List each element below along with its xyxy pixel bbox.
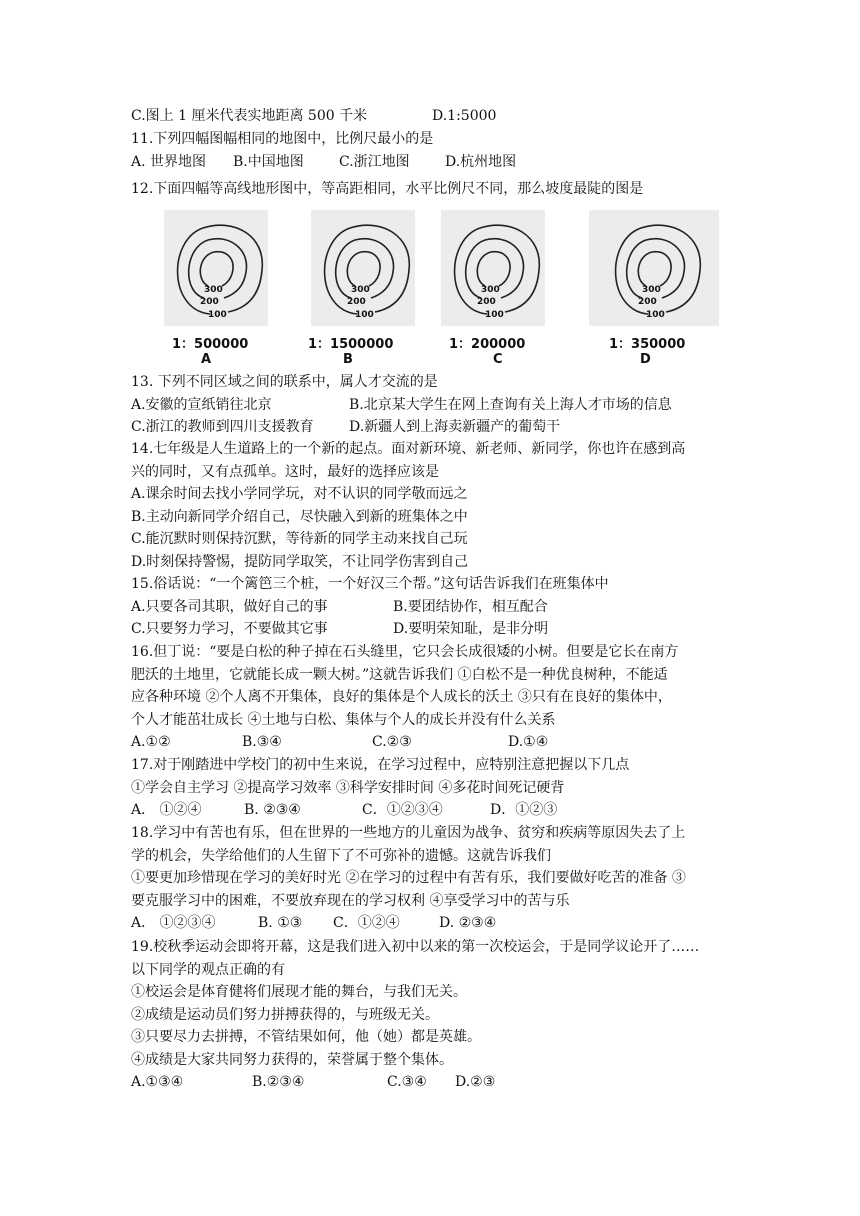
q17-option-d: D．①②③ bbox=[490, 802, 558, 818]
q13-option-a: A.安徽的宣纸销往北京 bbox=[131, 396, 272, 413]
q14-stem-line-1: 14.七年级是人生道路上的一个新的起点。面对新环境、新老师、新同学，你也许在感到高 bbox=[131, 441, 686, 457]
q18-line-3: ①要更加珍惜现在学习的美好时光 ②在学习的过程中有苦有乐，我们要做好吃苦的准备 ③ bbox=[131, 870, 686, 886]
contour-label: 100 bbox=[208, 310, 227, 320]
map-letter-label: A bbox=[201, 352, 212, 367]
q14-stem-line-2: 兴的同时，又有点孤单。这时，最好的选择应该是 bbox=[131, 463, 439, 480]
q16-line-3: 应各种环境 ②个人离不开集体，良好的集体是个人成长的沃土 ③只有在良好的集体中， bbox=[131, 689, 672, 705]
q15-option-b: B.要团结协作，相互配合 bbox=[393, 598, 548, 615]
q17-option-b: B. ②③④ bbox=[244, 802, 301, 818]
map-scale-label: 1：500000 bbox=[172, 337, 249, 352]
q11-option-c: C.浙江地图 bbox=[339, 153, 410, 170]
q15-option-d: D.要明荣知耻，是非分明 bbox=[393, 621, 549, 637]
q14-option-b: B.主动向新同学介绍自己，尽快融入到新的班集体之中 bbox=[131, 508, 468, 525]
q18-option-c: C．①②④ bbox=[333, 915, 400, 931]
contour-line-3 bbox=[477, 252, 510, 286]
q15-option-a: A.只要各司其职，做好自己的事 bbox=[131, 598, 328, 615]
q11-option-d: D.杭州地图 bbox=[445, 153, 517, 170]
contour-label: 200 bbox=[200, 297, 219, 307]
map-scale-label: 1：350000 bbox=[609, 337, 686, 352]
q19-line-1: 19.校秋季运动会即将开幕，这是我们进入初中以来的第一次校运会，于是同学议论开了…… bbox=[131, 939, 700, 955]
q16-option-d: D.①④ bbox=[508, 734, 549, 750]
contour-lines-svg bbox=[164, 210, 268, 326]
q11-option-a: A. 世界地图 bbox=[131, 153, 207, 170]
q19-item-3: ③只要尽力去拼搏，不管结果如何，他（她）都是英雄。 bbox=[131, 1029, 481, 1045]
q10-option-d: D.1:5000 bbox=[432, 108, 497, 124]
contour-maps-figure bbox=[131, 210, 751, 370]
q14-option-c: C.能沉默时则保持沉默，等待新的同学主动来找自己玩 bbox=[131, 531, 468, 547]
q16-option-c: C.②③ bbox=[372, 734, 412, 750]
contour-label: 100 bbox=[355, 310, 374, 320]
q14-option-d: D.时刻保持警惕，提防同学取笑，不让同学伤害到自己 bbox=[131, 553, 469, 570]
contour-label: 300 bbox=[351, 285, 370, 295]
q19-option-a: A.①③④ bbox=[131, 1074, 184, 1090]
q12-stem: 12.下面四幅等高线地形图中，等高距相同，水平比例尺不同，那么坡度最陡的图是 bbox=[131, 181, 644, 197]
contour-lines-svg bbox=[589, 210, 719, 326]
contour-label: 300 bbox=[481, 285, 500, 295]
question-12 bbox=[131, 178, 731, 201]
q18-line-1: 18.学习中有苦也有乐，但在世界的一些地方的儿童因为战争、贫穷和疾病等原因失去了上 bbox=[131, 825, 686, 841]
q19-option-c: C.③④ bbox=[387, 1074, 427, 1090]
contour-label: 200 bbox=[347, 297, 366, 307]
q18-option-a: A． ①②③④ bbox=[131, 915, 216, 931]
contour-label: 300 bbox=[204, 285, 223, 295]
question-11 bbox=[131, 128, 731, 173]
q19-option-d: D.②③ bbox=[455, 1074, 496, 1090]
question-14 bbox=[131, 438, 731, 573]
q13-option-b: B.北京某大学生在网上查询有关上海人才市场的信息 bbox=[349, 396, 672, 413]
contour-map-image bbox=[589, 210, 719, 326]
contour-label: 100 bbox=[485, 310, 504, 320]
question-13 bbox=[131, 371, 731, 439]
q11-stem: 11.下列四幅图幅相同的地图中，比例尺最小的是 bbox=[131, 131, 434, 147]
contour-label: 200 bbox=[638, 297, 657, 307]
contour-line-3 bbox=[347, 252, 380, 286]
q19-line-2: 以下同学的观点正确的有 bbox=[131, 961, 285, 978]
q18-line-4: 要克服学习中的困难，不要放弃现在的学习权利 ④享受学习中的苦与乐 bbox=[131, 892, 570, 909]
q16-option-b: B.③④ bbox=[242, 734, 282, 750]
q13-option-c: C.浙江的教师到四川支援教育 bbox=[131, 419, 314, 435]
question-18 bbox=[131, 822, 731, 935]
q13-stem: 13. 下列不同区域之间的联系中，属人才交流的是 bbox=[131, 374, 438, 390]
question-15 bbox=[131, 573, 731, 641]
q15-stem: 15.俗话说：“一个篱笆三个桩，一个好汉三个帮。”这句话告诉我们在班集体中 bbox=[131, 576, 609, 592]
q16-option-a: A.①② bbox=[131, 734, 171, 750]
q17-option-c: C．①②③④ bbox=[362, 802, 443, 818]
q18-option-b: B. ①③ bbox=[258, 915, 303, 931]
map-scale-label: 1：1500000 bbox=[308, 337, 394, 352]
map-letter-label: C bbox=[493, 352, 503, 367]
q17-items: ①学会自主学习 ②提高学习效率 ③科学安排时间 ④多花时间死记硬背 bbox=[131, 779, 565, 796]
map-letter-label: D bbox=[640, 352, 651, 367]
q17-option-a: A． ①②④ bbox=[131, 802, 202, 818]
contour-lines-svg bbox=[311, 210, 415, 326]
map-scale-label: 1：200000 bbox=[449, 337, 526, 352]
q16-line-2: 肥沃的土地里，它就能长成一颗大树。”这就告诉我们 ①白松不是一种优良树种，不能适 bbox=[131, 666, 668, 683]
contour-label: 300 bbox=[642, 285, 661, 295]
q10-option-c: C.图上 1 厘米代表实地距离 500 千米 bbox=[131, 108, 368, 124]
map-letter-label: B bbox=[343, 352, 353, 367]
q14-option-a: A.课余时间去找小学同学玩，对不认识的同学敬而远之 bbox=[131, 486, 468, 502]
q15-option-c: C.只要努力学习，不要做其它事 bbox=[131, 621, 328, 637]
question-19 bbox=[131, 936, 731, 1094]
q19-option-b: B.②③④ bbox=[252, 1074, 305, 1090]
q16-line-4: 个人才能茁壮成长 ④土地与白松、集体与个人的成长并没有什么关系 bbox=[131, 711, 556, 728]
question-16 bbox=[131, 641, 731, 754]
contour-line-3 bbox=[200, 252, 233, 286]
contour-lines-svg bbox=[441, 210, 545, 326]
contour-map-image bbox=[311, 210, 415, 326]
q18-line-2: 学的机会，失学给他们的人生留下了不可弥补的遗憾。这就告诉我们 bbox=[131, 847, 551, 864]
contour-label: 200 bbox=[477, 297, 496, 307]
contour-map-image bbox=[164, 210, 268, 326]
q11-option-b: B.中国地图 bbox=[233, 153, 304, 170]
q18-option-d: D. ②③④ bbox=[439, 915, 497, 931]
q16-line-1: 16.但丁说：“要是白松的种子掉在石头缝里，它只会长成很矮的小树。但要是它长在南方 bbox=[131, 644, 679, 660]
q13-option-d: D.新疆人到上海卖新疆产的葡萄干 bbox=[349, 419, 561, 435]
contour-label: 100 bbox=[646, 310, 665, 320]
q19-item-1: ①校运会是体育健将们展现才能的舞台，与我们无关。 bbox=[131, 984, 467, 1000]
question-10-tail bbox=[131, 105, 731, 128]
contour-line-3 bbox=[638, 252, 671, 286]
contour-map-image bbox=[441, 210, 545, 326]
q17-stem: 17.对于刚踏进中学校门的初中生来说，在学习过程中，应特别注意把握以下几点 bbox=[131, 757, 630, 773]
q19-item-2: ②成绩是运动员们努力拼搏获得的，与班级无关。 bbox=[131, 1006, 439, 1023]
question-17 bbox=[131, 754, 731, 822]
q19-item-4: ④成绩是大家共同努力获得的，荣誉属于整个集体。 bbox=[131, 1051, 453, 1068]
